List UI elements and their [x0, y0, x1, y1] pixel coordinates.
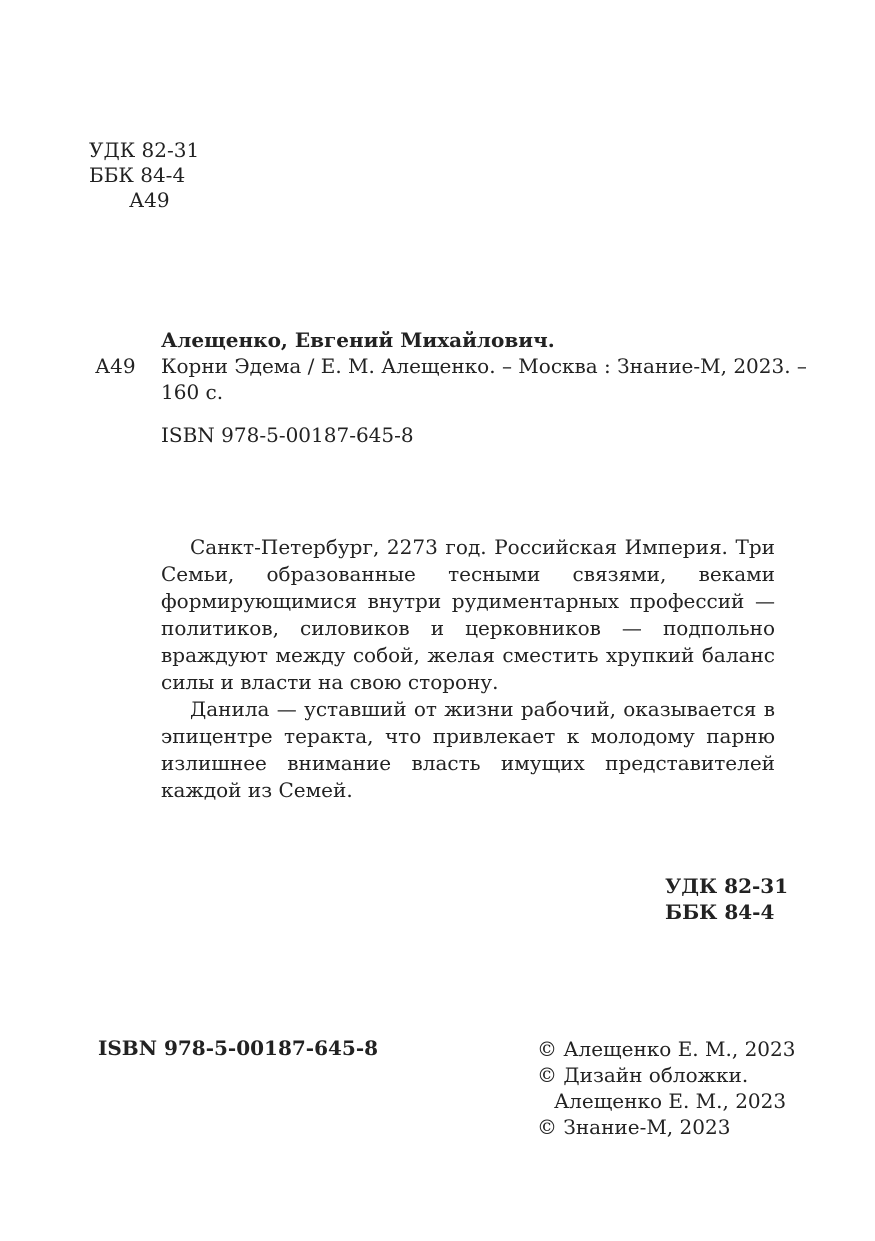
author-mark: А49	[129, 188, 170, 212]
annotation-paragraph: Данила — уставший от жизни рабочий, оказывается в эпицентре теракта, что привлекает к молодому парню излишнее внимание власть имущих представителей каждой из Семей.	[161, 697, 775, 802]
copyright-author: © Алещенко Е. М., 2023	[537, 1037, 796, 1061]
annotation-paragraph: Санкт-Петербург, 2273 год. Российская Империя. Три Семьи, образованные тесными связями, веками формирующимися внутри рудиментарных профессий — политиков, силовиков и церковников — подпольно враждуют между собой, желая сместить хрупкий баланс силы и власти на свою сторону.	[161, 535, 775, 694]
page-count: 160 с.	[161, 380, 224, 404]
classification-codes-bottom	[665, 873, 788, 925]
title-statement: Корни Эдема / Е. М. Алещенко. – Москва : Знание-М, 2023. –	[161, 354, 807, 378]
annotation	[161, 534, 775, 804]
isbn: ISBN 978-5-00187-645-8	[161, 423, 414, 447]
bibliographic-record	[161, 327, 807, 448]
copyright-publisher: © Знание-М, 2023	[537, 1115, 731, 1139]
udk-code: УДК 82-31	[89, 138, 200, 162]
bbk-code: ББК 84-4	[89, 163, 186, 187]
classification-codes-top	[89, 138, 199, 213]
copyright-design-author: Алещенко Е. М., 2023	[554, 1089, 787, 1113]
isbn-footer: ISBN 978-5-00187-645-8	[98, 1036, 379, 1060]
copyright-design: © Дизайн обложки.	[537, 1063, 749, 1087]
author-name: Алещенко, Евгений Михайлович.	[161, 328, 555, 352]
bib-author-mark: А49	[95, 354, 136, 378]
udk-code-bottom: УДК 82-31	[665, 874, 789, 898]
bbk-code-bottom: ББК 84-4	[665, 900, 775, 924]
copyright-block	[537, 1036, 795, 1140]
